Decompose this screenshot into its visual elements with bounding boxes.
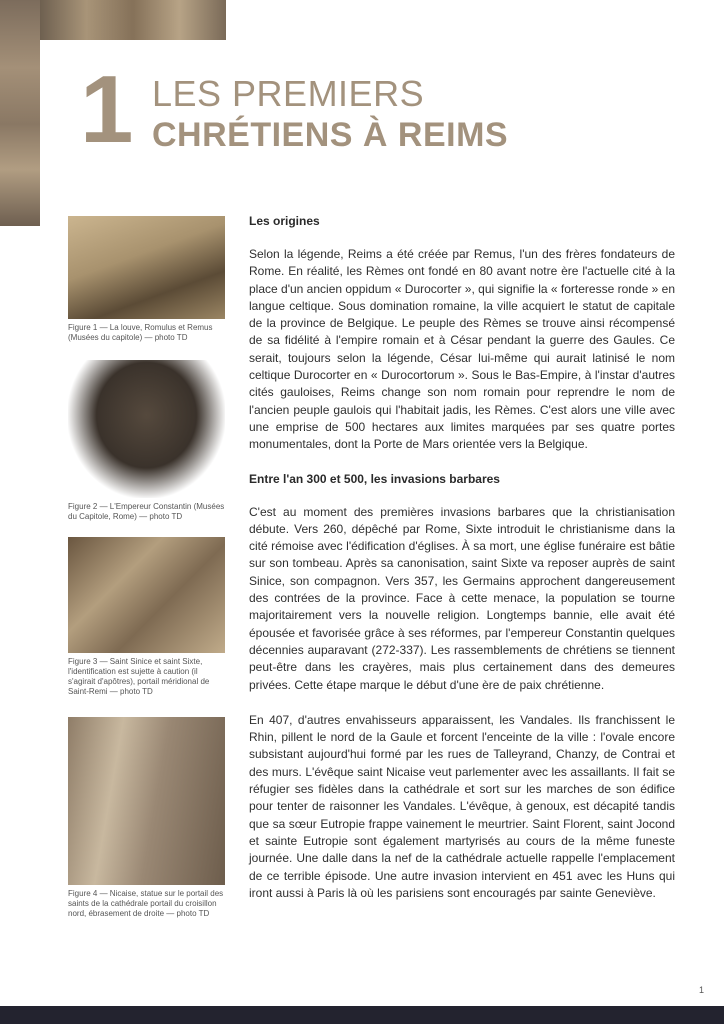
chapter-number: 1 <box>80 56 134 163</box>
figure-2 <box>68 360 225 522</box>
header-sculpture-photo <box>40 0 226 40</box>
section-heading-invasions: Entre l'an 300 et 500, les invasions barbares <box>249 471 500 486</box>
footer-bar <box>0 1006 724 1024</box>
paragraph-origines: Selon la légende, Reims a été créée par Remus, l'un des frères fondateurs de Rome. En réalité, les Rèmes ont fondé en 80 avant notre ère l'actuelle cité à la place d'un ancien oppidum « Durocorter », qui signifie la « forteresse ronde » en langue celtique. Sous domination romaine, la ville acquiert le statut de capitale de la province de Belgique. Le peuple des Rèmes se trouve ainsi récompensé de sa fidélité à l'empire romain et à César pendant la guerre des Gaules. Ce serait, toujours selon la légende, César lui-même qui aurait latinisé le nom celtique Durocorter en « Durocortorum ». Sous le Bas-Empire, à l'instar d'autres cités gauloises, Reims change son nom romain pour reprendre le nom de l'ancien peuple gaulois qui l'habitait jadis, les Rèmes. C'est alors une ville avec une emprise de 500 hectares aux limites marquées par ses quatre portes monumentales, dont la Porte de Mars orientée vers la Belgique. <box>249 247 675 452</box>
page-number: 1 <box>698 985 704 995</box>
figure-4 <box>68 717 225 919</box>
paragraph-vandales: En 407, d'autres envahisseurs apparaissent, les Vandales. Ils franchissent le Rhin, pillent le nord de la Gaule et forcent l'enceinte de la ville : l'ovale encore subsistant aujourd'hui formé par les rues de Talleyrand, Chanzy, de Contrai et des murs. L'évêque saint Nicaise veut parlementer avec les assaillants. Il fait se réfugier ses fidèles dans la cathédrale et sort sur les marches de son édifice pour tenter de raisonner les Vandales. L'évêque, à genoux, est décapité tandis que sa sœur Eutropie frappe vainement le meurtrier. Saint Florent, saint Jocond et sainte Eutropie sont également martyrisés au cours de la même funeste journée. Une dalle dans la nef de la cathédrale actuelle rappelle l'emplacement de ce terrible épisode. Une autre invasion intervient en 451 avec les Huns qui iront aussi à Paris là où les parisiens sont encouragés par sainte Geneviève. <box>249 712 675 900</box>
figure-1-caption: Figure 1 — La louve, Romulus et Remus (Musées du capitole) — photo TD <box>68 323 213 342</box>
figure-3-image-saints <box>68 537 225 653</box>
chapter-title-line1: LES PREMIERS <box>152 73 425 114</box>
figure-3 <box>68 537 225 697</box>
figure-4-caption: Figure 4 — Nicaise, statue sur le portail des saints de la cathédrale portail du croisillon nord, ébrasement de droite — photo TD <box>68 889 224 918</box>
figure-1 <box>68 216 225 343</box>
main-text-column <box>249 210 675 920</box>
figure-2-image-constantin <box>68 360 225 498</box>
figure-3-caption: Figure 3 — Saint Sinice et saint Sixte, l'identification est sujette à caution (il s'agirait d'apôtres), portail méridional de Saint-Remi — photo TD <box>68 657 210 696</box>
section-heading-origines: Les origines <box>249 214 320 228</box>
figure-4-image-nicaise <box>68 717 225 885</box>
side-sculpture-photo <box>0 0 40 226</box>
chapter-title-line2: CHRÉTIENS À REIMS <box>152 116 509 154</box>
figure-1-image-she-wolf <box>68 216 225 319</box>
paragraph-christianisation: C'est au moment des premières invasions barbares que la christianisation débute. Vers 260, dépêché par Rome, Sixte introduit le christianisme dans la cité rémoise avec l'édification d'églises. À sa mort, une église funéraire est bâtie sur son tombeau. Après sa canonisation, saint Sixte va reposer auprès de saint Sinice, son compagnon. Vers 357, les Germains approchent dangereusement des contrées de la province. Face à cette menace, la population se tourne majoritairement vers la nouvelle religion. Longtemps bannie, elle avait été épousée et favorisée grâce à ses réformes, par l'empereur Constantin quelques décennies auparavant (272-337). Les rassemblements de chrétiens se tiennent peut-être dans les crayères, mais plus certainement dans des demeures privées. Cette étape marque le début d'une ère de paix chrétienne. <box>249 504 675 692</box>
figure-2-caption: Figure 2 — L'Empereur Constantin (Musées du Capitole, Rome) — photo TD <box>68 502 225 521</box>
